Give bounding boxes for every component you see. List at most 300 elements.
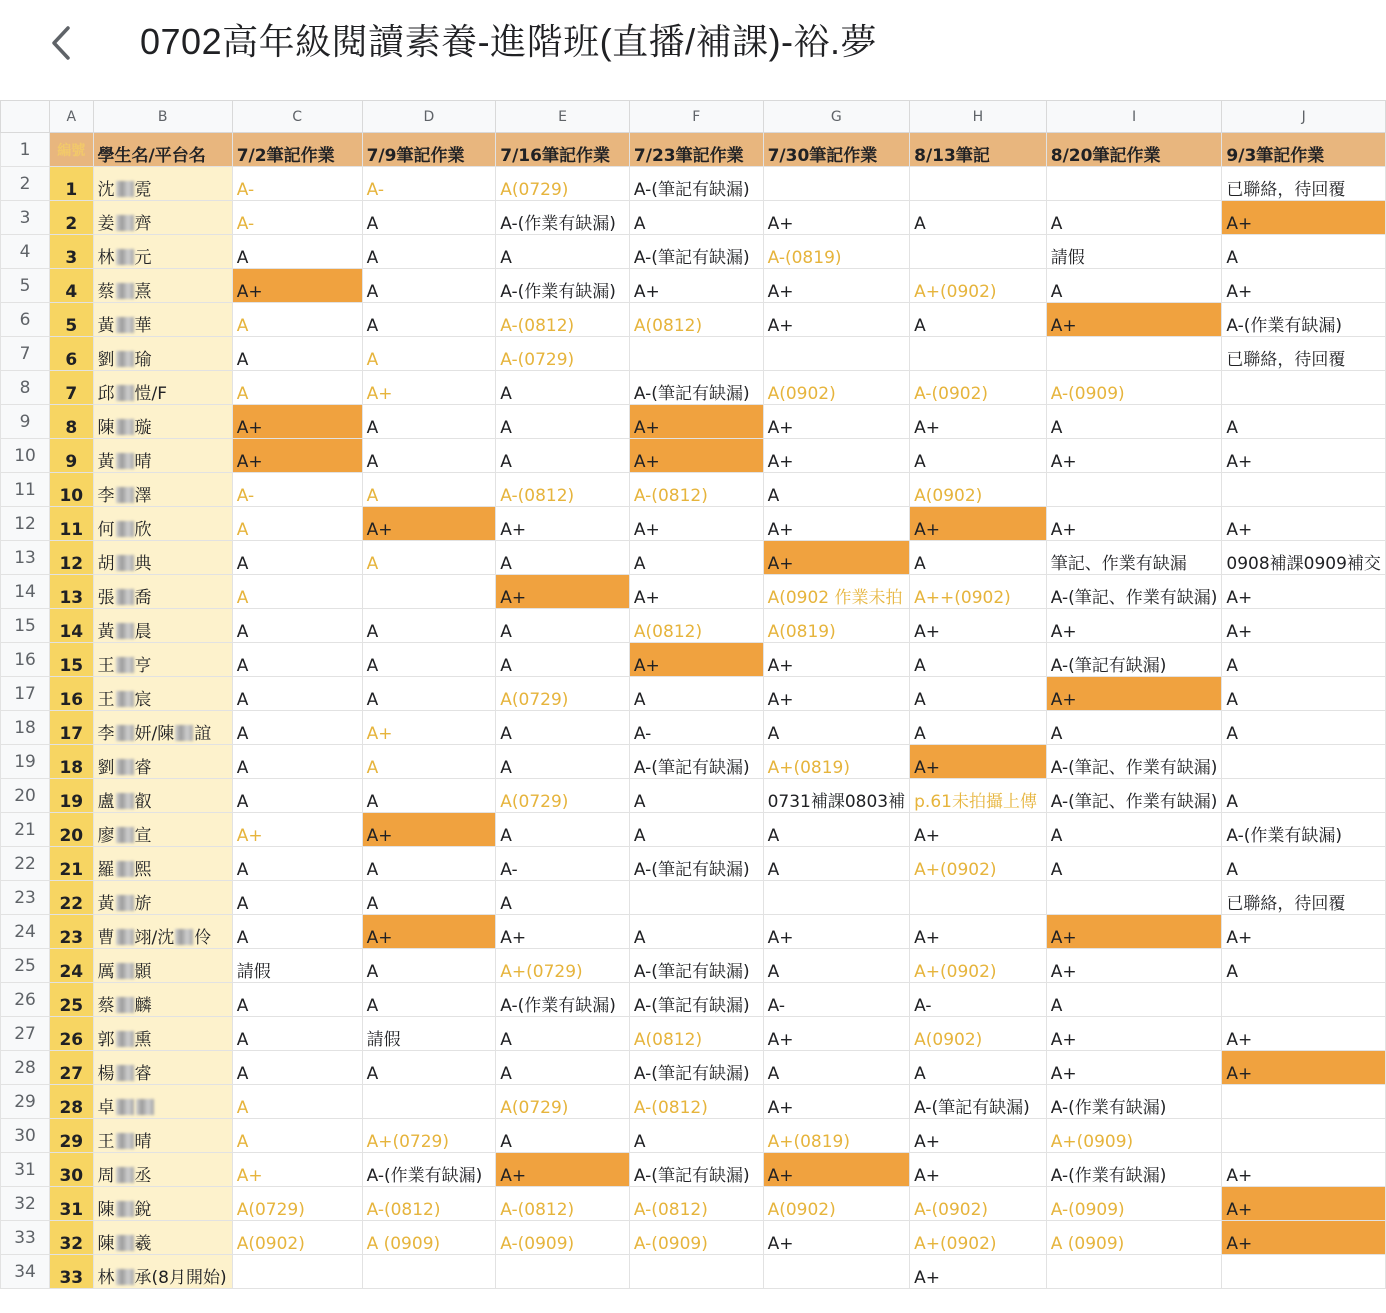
grade-cell[interactable]: A xyxy=(496,813,630,847)
grade-cell[interactable] xyxy=(763,167,910,201)
grade-cell[interactable]: A xyxy=(496,541,630,575)
row-number[interactable]: 12 xyxy=(1,507,50,541)
grade-cell[interactable]: A xyxy=(232,915,362,949)
grade-cell[interactable]: A xyxy=(629,779,763,813)
student-name-cell[interactable] xyxy=(93,1187,232,1221)
header-cell-name[interactable]: 學生名/平台名 xyxy=(93,133,232,167)
student-index-cell[interactable]: 22 xyxy=(50,881,93,915)
grade-cell[interactable]: A(0729) xyxy=(496,677,630,711)
grade-cell[interactable]: A+ xyxy=(1222,1153,1386,1187)
grade-cell[interactable]: A+ xyxy=(232,439,362,473)
grade-cell[interactable]: A xyxy=(910,541,1047,575)
grade-cell[interactable]: A(0729) xyxy=(496,167,630,201)
grade-cell[interactable]: 請假 xyxy=(1046,235,1222,269)
grade-cell[interactable]: A+ xyxy=(910,1153,1047,1187)
grade-cell[interactable]: A+ xyxy=(1222,439,1386,473)
grade-cell[interactable]: A+ xyxy=(1046,949,1222,983)
grade-cell[interactable]: A xyxy=(232,677,362,711)
row-number[interactable]: 1 xyxy=(1,133,50,167)
grade-cell[interactable] xyxy=(1222,1255,1386,1289)
grade-cell[interactable]: A+(0902) xyxy=(910,1221,1047,1255)
grade-cell[interactable]: A- xyxy=(232,473,362,507)
grade-cell[interactable]: A-(0812) xyxy=(496,303,630,337)
grade-cell[interactable]: A+ xyxy=(232,269,362,303)
grade-cell[interactable]: A xyxy=(232,1119,362,1153)
row-number[interactable]: 4 xyxy=(1,235,50,269)
grade-cell[interactable]: A xyxy=(362,473,496,507)
student-index-cell[interactable]: 30 xyxy=(50,1153,93,1187)
grade-cell[interactable]: A xyxy=(1222,779,1386,813)
grade-cell[interactable]: A(0812) xyxy=(629,303,763,337)
header-cell[interactable]: 9/3筆記作業 xyxy=(1222,133,1386,167)
grade-cell[interactable]: A xyxy=(362,677,496,711)
grade-cell[interactable]: A xyxy=(1046,201,1222,235)
grade-cell[interactable]: A-(0909) xyxy=(496,1221,630,1255)
grade-cell[interactable]: A-(筆記有缺漏) xyxy=(910,1085,1047,1119)
grade-cell[interactable] xyxy=(1046,1255,1222,1289)
spreadsheet-grid[interactable] xyxy=(0,100,1386,1313)
grade-cell[interactable]: A xyxy=(232,847,362,881)
student-index-cell[interactable]: 13 xyxy=(50,575,93,609)
grade-cell[interactable]: A xyxy=(232,983,362,1017)
grade-cell[interactable]: A xyxy=(496,1119,630,1153)
column-header[interactable]: C xyxy=(232,101,362,133)
grade-cell[interactable]: A-(筆記、作業有缺漏) xyxy=(1046,745,1222,779)
grade-cell[interactable]: A+ xyxy=(362,711,496,745)
grade-cell[interactable]: A-(筆記、作業有缺漏) xyxy=(1046,575,1222,609)
grade-cell[interactable]: A- xyxy=(362,167,496,201)
grade-cell[interactable]: A-(筆記有缺漏) xyxy=(629,235,763,269)
grade-cell[interactable]: A xyxy=(232,235,362,269)
grade-cell[interactable]: A(0902 作業未拍 xyxy=(763,575,910,609)
student-index-cell[interactable]: 4 xyxy=(50,269,93,303)
student-name-cell[interactable] xyxy=(93,439,232,473)
student-index-cell[interactable]: 27 xyxy=(50,1051,93,1085)
row-number[interactable]: 10 xyxy=(1,439,50,473)
grade-cell[interactable]: A+ xyxy=(1222,609,1386,643)
grade-cell[interactable] xyxy=(232,1255,362,1289)
grade-cell[interactable]: A+ xyxy=(763,1085,910,1119)
grade-cell[interactable]: A-(作業有缺漏) xyxy=(1046,1085,1222,1119)
grade-cell[interactable]: A(0729) xyxy=(496,1085,630,1119)
grade-cell[interactable]: 已聯絡，待回覆 xyxy=(1222,881,1386,915)
row-number[interactable]: 30 xyxy=(1,1119,50,1153)
grade-cell[interactable]: A+ xyxy=(910,745,1047,779)
grade-cell[interactable]: A xyxy=(1046,983,1222,1017)
student-name-cell[interactable] xyxy=(93,1221,232,1255)
grade-cell[interactable]: A xyxy=(362,201,496,235)
grade-cell[interactable]: A+ xyxy=(496,1153,630,1187)
column-header[interactable]: I xyxy=(1046,101,1222,133)
grade-cell[interactable]: A xyxy=(232,303,362,337)
grade-cell[interactable] xyxy=(1222,1119,1386,1153)
grade-cell[interactable]: A+ xyxy=(1046,439,1222,473)
grade-cell[interactable]: A xyxy=(763,473,910,507)
grade-cell[interactable]: A xyxy=(629,541,763,575)
grade-cell[interactable]: A xyxy=(362,779,496,813)
grade-cell[interactable]: A+(0902) xyxy=(910,269,1047,303)
grade-cell[interactable]: A xyxy=(1046,269,1222,303)
grade-cell[interactable]: A+ xyxy=(763,677,910,711)
grade-cell[interactable]: A-(0902) xyxy=(910,371,1047,405)
grade-cell[interactable]: 0908補課0909補交 xyxy=(1222,541,1386,575)
grade-cell[interactable]: A xyxy=(629,677,763,711)
row-number[interactable]: 11 xyxy=(1,473,50,507)
grade-cell[interactable]: A xyxy=(496,711,630,745)
student-index-cell[interactable]: 15 xyxy=(50,643,93,677)
grade-cell[interactable]: A+ xyxy=(629,439,763,473)
grade-cell[interactable]: A xyxy=(1222,847,1386,881)
student-name-cell[interactable] xyxy=(93,1255,232,1289)
student-name-cell[interactable] xyxy=(93,949,232,983)
grade-cell[interactable]: A+ xyxy=(629,405,763,439)
grade-cell[interactable]: A-(0812) xyxy=(496,473,630,507)
row-number[interactable]: 14 xyxy=(1,575,50,609)
row-number[interactable]: 22 xyxy=(1,847,50,881)
grade-cell[interactable]: A xyxy=(496,1051,630,1085)
grade-cell[interactable]: A+ xyxy=(1222,1187,1386,1221)
grade-cell[interactable]: A+ xyxy=(629,643,763,677)
student-index-cell[interactable]: 33 xyxy=(50,1255,93,1289)
grade-cell[interactable]: A-(筆記有缺漏) xyxy=(629,745,763,779)
student-index-cell[interactable]: 10 xyxy=(50,473,93,507)
grade-cell[interactable]: A xyxy=(232,745,362,779)
grade-cell[interactable] xyxy=(629,881,763,915)
grade-cell[interactable]: A+ xyxy=(763,1153,910,1187)
row-number[interactable]: 23 xyxy=(1,881,50,915)
student-index-cell[interactable]: 26 xyxy=(50,1017,93,1051)
row-number[interactable]: 20 xyxy=(1,779,50,813)
grade-cell[interactable]: 已聯絡，待回覆 xyxy=(1222,337,1386,371)
grade-cell[interactable]: A-(筆記有缺漏) xyxy=(629,1153,763,1187)
grade-cell[interactable]: A+(0902) xyxy=(910,847,1047,881)
student-index-cell[interactable]: 5 xyxy=(50,303,93,337)
grade-cell[interactable]: A xyxy=(1222,711,1386,745)
student-index-cell[interactable]: 20 xyxy=(50,813,93,847)
grade-cell[interactable]: A+ xyxy=(1222,575,1386,609)
grade-cell[interactable]: 已聯絡，待回覆 xyxy=(1222,167,1386,201)
grade-cell[interactable]: A-(0812) xyxy=(629,473,763,507)
grade-cell[interactable]: A xyxy=(496,881,630,915)
grade-cell[interactable]: A+ xyxy=(1046,915,1222,949)
grade-cell[interactable]: A+ xyxy=(1046,303,1222,337)
grade-cell[interactable] xyxy=(629,1255,763,1289)
grade-cell[interactable] xyxy=(1046,881,1222,915)
grade-cell[interactable]: A- xyxy=(232,167,362,201)
grade-cell[interactable]: A xyxy=(1222,677,1386,711)
header-cell[interactable]: 7/23筆記作業 xyxy=(629,133,763,167)
row-number[interactable]: 3 xyxy=(1,201,50,235)
column-header[interactable]: B xyxy=(93,101,232,133)
grade-cell[interactable]: A xyxy=(362,541,496,575)
grade-cell[interactable]: A xyxy=(232,337,362,371)
student-index-cell[interactable]: 3 xyxy=(50,235,93,269)
grade-cell[interactable]: A+ xyxy=(910,1119,1047,1153)
grade-cell[interactable] xyxy=(1222,745,1386,779)
grade-cell[interactable]: A+ xyxy=(910,609,1047,643)
student-name-cell[interactable] xyxy=(93,235,232,269)
grade-cell[interactable]: A+ xyxy=(362,915,496,949)
grade-cell[interactable]: A(0902) xyxy=(763,371,910,405)
student-index-cell[interactable]: 11 xyxy=(50,507,93,541)
student-index-cell[interactable]: 12 xyxy=(50,541,93,575)
grade-cell[interactable]: A xyxy=(232,779,362,813)
grade-cell[interactable]: A xyxy=(1222,643,1386,677)
grade-cell[interactable]: A xyxy=(232,711,362,745)
grade-cell[interactable]: A++(0902) xyxy=(910,575,1047,609)
grade-cell[interactable] xyxy=(763,1255,910,1289)
header-cell[interactable]: 8/20筆記作業 xyxy=(1046,133,1222,167)
grade-cell[interactable] xyxy=(1046,337,1222,371)
grade-cell[interactable]: A- xyxy=(763,983,910,1017)
student-index-cell[interactable]: 16 xyxy=(50,677,93,711)
student-name-cell[interactable] xyxy=(93,541,232,575)
grade-cell[interactable]: A+ xyxy=(763,507,910,541)
grade-cell[interactable]: A+ xyxy=(1046,677,1222,711)
row-number[interactable]: 5 xyxy=(1,269,50,303)
student-name-cell[interactable] xyxy=(93,813,232,847)
grade-cell[interactable]: A+ xyxy=(763,915,910,949)
grade-cell[interactable]: A xyxy=(910,439,1047,473)
grade-cell[interactable]: A-(作業有缺漏) xyxy=(1222,813,1386,847)
grade-cell[interactable]: A+ xyxy=(910,915,1047,949)
column-header[interactable]: D xyxy=(362,101,496,133)
grade-cell[interactable]: A-(作業有缺漏) xyxy=(496,269,630,303)
grade-cell[interactable]: A+ xyxy=(1222,1051,1386,1085)
student-index-cell[interactable]: 25 xyxy=(50,983,93,1017)
row-number[interactable]: 27 xyxy=(1,1017,50,1051)
grade-cell[interactable] xyxy=(362,1085,496,1119)
grade-cell[interactable]: A+ xyxy=(496,575,630,609)
grade-cell[interactable]: A(0729) xyxy=(232,1187,362,1221)
grade-cell[interactable]: A- xyxy=(496,847,630,881)
student-index-cell[interactable]: 21 xyxy=(50,847,93,881)
grade-cell[interactable]: A+ xyxy=(362,507,496,541)
grade-cell[interactable] xyxy=(1222,983,1386,1017)
grade-cell[interactable]: A+ xyxy=(763,303,910,337)
row-number[interactable]: 2 xyxy=(1,167,50,201)
grade-cell[interactable]: A xyxy=(629,915,763,949)
student-index-cell[interactable]: 19 xyxy=(50,779,93,813)
grade-cell[interactable]: A xyxy=(232,609,362,643)
grade-cell[interactable]: A xyxy=(1046,813,1222,847)
grade-cell[interactable]: A(0812) xyxy=(629,1017,763,1051)
row-number[interactable]: 9 xyxy=(1,405,50,439)
grade-cell[interactable]: A-(筆記有缺漏) xyxy=(1046,643,1222,677)
grade-cell[interactable]: A xyxy=(1046,711,1222,745)
student-index-cell[interactable]: 31 xyxy=(50,1187,93,1221)
grade-cell[interactable]: A+ xyxy=(763,405,910,439)
grade-cell[interactable] xyxy=(362,575,496,609)
header-cell[interactable]: 8/13筆記 xyxy=(910,133,1047,167)
grade-cell[interactable]: A+ xyxy=(1222,201,1386,235)
grade-cell[interactable]: A xyxy=(496,405,630,439)
grade-cell[interactable]: A+ xyxy=(763,201,910,235)
grade-cell[interactable]: A+ xyxy=(1222,1221,1386,1255)
header-cell[interactable]: 7/30筆記作業 xyxy=(763,133,910,167)
grade-cell[interactable]: A xyxy=(362,1051,496,1085)
student-index-cell[interactable]: 17 xyxy=(50,711,93,745)
student-index-cell[interactable]: 6 xyxy=(50,337,93,371)
grade-cell[interactable] xyxy=(362,1255,496,1289)
row-number[interactable]: 16 xyxy=(1,643,50,677)
grade-cell[interactable]: A+ xyxy=(232,405,362,439)
grade-cell[interactable]: 0731補課0803補 xyxy=(763,779,910,813)
grade-cell[interactable]: A xyxy=(763,847,910,881)
grade-cell[interactable]: A+(0909) xyxy=(1046,1119,1222,1153)
row-number[interactable]: 17 xyxy=(1,677,50,711)
student-name-cell[interactable] xyxy=(93,473,232,507)
grade-cell[interactable]: A+ xyxy=(496,915,630,949)
student-name-cell[interactable] xyxy=(93,303,232,337)
index-header-cell[interactable]: 編號 xyxy=(50,133,93,167)
student-name-cell[interactable] xyxy=(93,1119,232,1153)
row-number[interactable]: 34 xyxy=(1,1255,50,1289)
grade-cell[interactable]: 請假 xyxy=(362,1017,496,1051)
grade-cell[interactable]: A xyxy=(763,711,910,745)
student-index-cell[interactable]: 2 xyxy=(50,201,93,235)
grade-cell[interactable]: A xyxy=(232,643,362,677)
student-name-cell[interactable] xyxy=(93,167,232,201)
student-name-cell[interactable] xyxy=(93,1085,232,1119)
student-name-cell[interactable] xyxy=(93,371,232,405)
student-name-cell[interactable] xyxy=(93,677,232,711)
student-index-cell[interactable]: 24 xyxy=(50,949,93,983)
grade-cell[interactable]: A+ xyxy=(763,541,910,575)
grade-cell[interactable]: A xyxy=(910,711,1047,745)
grade-cell[interactable]: A-(筆記有缺漏) xyxy=(629,949,763,983)
grade-cell[interactable]: A xyxy=(496,609,630,643)
grade-cell[interactable]: A-(作業有缺漏) xyxy=(496,201,630,235)
grade-cell[interactable]: A xyxy=(629,1119,763,1153)
grade-cell[interactable]: A+(0729) xyxy=(362,1119,496,1153)
grade-cell[interactable]: A+ xyxy=(910,1255,1047,1289)
grade-cell[interactable]: A(0902) xyxy=(763,1187,910,1221)
grade-cell[interactable]: A+ xyxy=(1046,1051,1222,1085)
row-number[interactable]: 26 xyxy=(1,983,50,1017)
grade-cell[interactable]: A xyxy=(362,881,496,915)
grade-cell[interactable]: A xyxy=(910,303,1047,337)
grade-cell[interactable]: A xyxy=(910,643,1047,677)
grade-cell[interactable] xyxy=(1046,167,1222,201)
grade-cell[interactable]: A xyxy=(362,609,496,643)
student-index-cell[interactable]: 9 xyxy=(50,439,93,473)
row-number[interactable]: 15 xyxy=(1,609,50,643)
grade-cell[interactable]: A(0729) xyxy=(496,779,630,813)
student-name-cell[interactable] xyxy=(93,1153,232,1187)
grade-cell[interactable]: A xyxy=(232,1051,362,1085)
student-name-cell[interactable] xyxy=(93,881,232,915)
student-index-cell[interactable]: 18 xyxy=(50,745,93,779)
grade-cell[interactable]: A-(0812) xyxy=(629,1187,763,1221)
grade-cell[interactable]: p.61未拍攝上傳 xyxy=(910,779,1047,813)
grade-cell[interactable]: A(0819) xyxy=(763,609,910,643)
grade-cell[interactable]: A-(0729) xyxy=(496,337,630,371)
grade-cell[interactable]: A xyxy=(496,745,630,779)
grade-cell[interactable]: A xyxy=(1222,235,1386,269)
row-number[interactable]: 32 xyxy=(1,1187,50,1221)
grade-cell[interactable]: A xyxy=(362,983,496,1017)
grade-cell[interactable] xyxy=(763,337,910,371)
grade-cell[interactable]: 筆記、作業有缺漏 xyxy=(1046,541,1222,575)
grade-cell[interactable]: 請假 xyxy=(232,949,362,983)
grade-cell[interactable] xyxy=(496,1255,630,1289)
grade-cell[interactable]: A-(作業有缺漏) xyxy=(362,1153,496,1187)
grade-cell[interactable] xyxy=(1046,473,1222,507)
grade-cell[interactable]: A xyxy=(232,881,362,915)
grade-cell[interactable]: A+(0819) xyxy=(763,745,910,779)
row-number[interactable]: 18 xyxy=(1,711,50,745)
grade-cell[interactable] xyxy=(910,167,1047,201)
grade-cell[interactable]: A+ xyxy=(1222,915,1386,949)
student-name-cell[interactable] xyxy=(93,609,232,643)
grade-cell[interactable] xyxy=(1222,371,1386,405)
grade-cell[interactable]: A-(0909) xyxy=(1046,1187,1222,1221)
grade-cell[interactable]: A xyxy=(496,235,630,269)
grade-cell[interactable]: A xyxy=(629,201,763,235)
grade-cell[interactable]: A-(筆記有缺漏) xyxy=(629,1051,763,1085)
grade-cell[interactable]: A-(0902) xyxy=(910,1187,1047,1221)
student-index-cell[interactable]: 8 xyxy=(50,405,93,439)
grade-cell[interactable]: A+ xyxy=(1046,507,1222,541)
grade-cell[interactable]: A+ xyxy=(1222,1017,1386,1051)
grade-cell[interactable]: A+ xyxy=(362,371,496,405)
grade-cell[interactable]: A+ xyxy=(1222,269,1386,303)
student-name-cell[interactable] xyxy=(93,643,232,677)
grade-cell[interactable]: A+ xyxy=(763,269,910,303)
student-name-cell[interactable] xyxy=(93,405,232,439)
grade-cell[interactable]: A xyxy=(496,643,630,677)
grade-cell[interactable]: A xyxy=(362,643,496,677)
grade-cell[interactable]: A xyxy=(763,949,910,983)
student-name-cell[interactable] xyxy=(93,779,232,813)
grade-cell[interactable]: A xyxy=(763,813,910,847)
row-number[interactable]: 31 xyxy=(1,1153,50,1187)
grade-cell[interactable]: A+ xyxy=(763,643,910,677)
grade-cell[interactable]: A-(0819) xyxy=(763,235,910,269)
grade-cell[interactable]: A+ xyxy=(629,575,763,609)
row-number[interactable]: 29 xyxy=(1,1085,50,1119)
column-header[interactable]: G xyxy=(763,101,910,133)
student-index-cell[interactable]: 14 xyxy=(50,609,93,643)
back-arrow-icon[interactable] xyxy=(38,20,86,68)
student-name-cell[interactable] xyxy=(93,847,232,881)
grade-cell[interactable]: A xyxy=(1046,405,1222,439)
grade-cell[interactable]: A xyxy=(1222,405,1386,439)
grade-cell[interactable]: A xyxy=(362,303,496,337)
grade-cell[interactable]: A (0909) xyxy=(1046,1221,1222,1255)
grade-cell[interactable]: A+(0819) xyxy=(763,1119,910,1153)
grade-cell[interactable]: A xyxy=(232,1017,362,1051)
row-number[interactable]: 25 xyxy=(1,949,50,983)
grade-cell[interactable]: A xyxy=(763,1051,910,1085)
grade-cell[interactable]: A-(筆記有缺漏) xyxy=(629,167,763,201)
row-number[interactable]: 24 xyxy=(1,915,50,949)
grade-cell[interactable]: A-(0812) xyxy=(629,1085,763,1119)
grade-cell[interactable]: A xyxy=(362,405,496,439)
grade-cell[interactable]: A(0902) xyxy=(910,473,1047,507)
grade-cell[interactable]: A xyxy=(232,1085,362,1119)
grade-cell[interactable]: A+(0902) xyxy=(910,949,1047,983)
grade-cell[interactable]: A+ xyxy=(910,507,1047,541)
student-index-cell[interactable]: 1 xyxy=(50,167,93,201)
grade-cell[interactable]: A+ xyxy=(232,813,362,847)
grade-cell[interactable]: A xyxy=(362,439,496,473)
grade-cell[interactable]: A+(0729) xyxy=(496,949,630,983)
grade-cell[interactable]: A (0909) xyxy=(362,1221,496,1255)
header-cell[interactable]: 7/16筆記作業 xyxy=(496,133,630,167)
grade-cell[interactable]: A(0902) xyxy=(232,1221,362,1255)
